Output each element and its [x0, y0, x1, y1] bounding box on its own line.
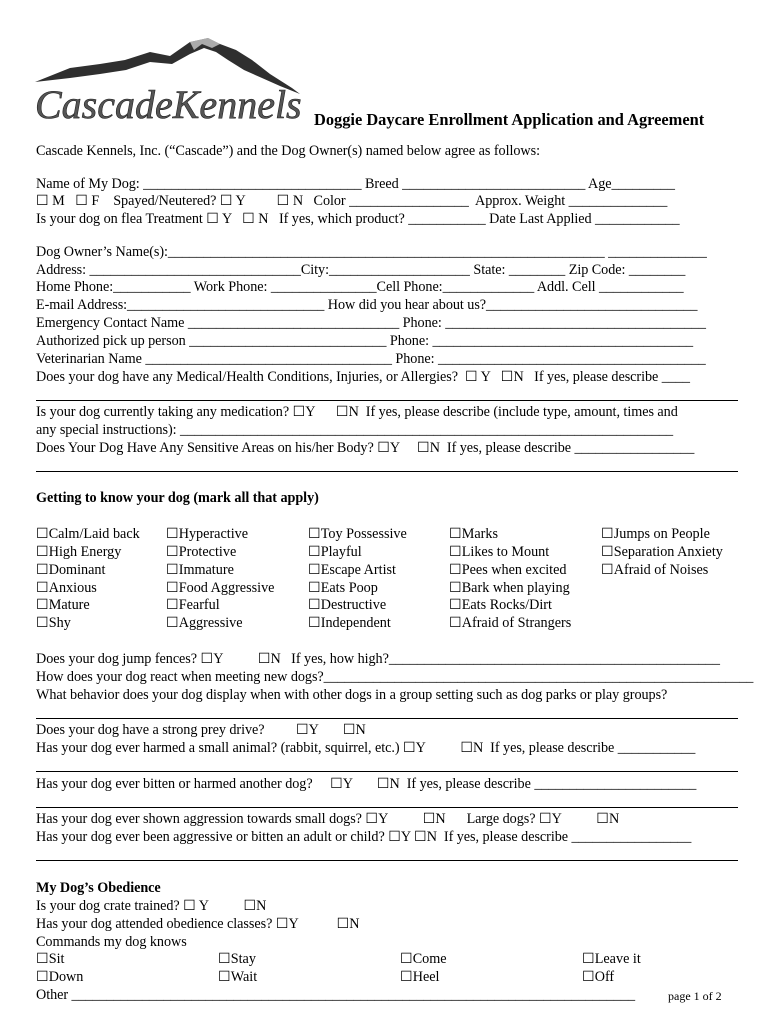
trait-checkbox[interactable]: ☐Afraid of Strangers — [449, 615, 572, 631]
trait-checkbox[interactable]: ☐Playful — [308, 544, 362, 560]
command-checkbox[interactable]: ☐Leave it — [582, 951, 641, 967]
obedience-heading: My Dog’s Obedience — [36, 880, 161, 896]
page-number: page 1 of 2 — [668, 989, 722, 1003]
trait-checkbox[interactable]: ☐Aggressive — [166, 615, 243, 631]
trait-checkbox[interactable]: ☐Immature — [166, 562, 234, 578]
dog-sex-spayed-color-line[interactable]: ☐ M ☐ F Spayed/Neutered? ☐ Y ☐ N Color _________________ Approx. Weight ______________ — [36, 193, 668, 209]
answer-rule[interactable] — [36, 400, 738, 401]
email-line[interactable]: E-mail Address:____________________________ How did you hear about us?______________________________ — [36, 297, 698, 313]
obedience-classes-line[interactable]: Has your dog attended obedience classes? ☐Y ☐N — [36, 916, 360, 932]
trait-checkbox[interactable]: ☐Eats Poop — [308, 580, 378, 596]
trait-checkbox[interactable]: ☐Escape Artist — [308, 562, 396, 578]
sensitive-areas-line[interactable]: Does Your Dog Have Any Sensitive Areas on his/her Body? ☐Y ☐N If yes, please describe _________________ — [36, 440, 695, 456]
trait-checkbox[interactable]: ☐Afraid of Noises — [601, 562, 709, 578]
answer-rule[interactable] — [36, 471, 738, 472]
trait-checkbox[interactable]: ☐Anxious — [36, 580, 97, 596]
address-line[interactable]: Address: ______________________________City:____________________ State: ________ Zip Code: ________ — [36, 262, 686, 278]
trait-checkbox[interactable]: ☐Fearful — [166, 597, 220, 613]
medication-line[interactable]: Is your dog currently taking any medication? ☐Y ☐N If yes, please describe (include type, amount, times and — [36, 404, 678, 420]
page-title: Doggie Daycare Enrollment Application and Agreement — [314, 110, 705, 129]
other-commands-line[interactable]: Other ________________________________________________________________________________ — [36, 987, 636, 1003]
trait-checkbox[interactable]: ☐Bark when playing — [449, 580, 570, 596]
commands-label: Commands my dog knows — [36, 934, 187, 950]
trait-checkbox[interactable]: ☐Eats Rocks/Dirt — [449, 597, 552, 613]
command-checkbox[interactable]: ☐Sit — [36, 951, 65, 967]
command-checkbox[interactable]: ☐Off — [582, 969, 615, 985]
trait-checkbox[interactable]: ☐Destructive — [308, 597, 387, 613]
getting-to-know-heading: Getting to know your dog (mark all that apply) — [36, 490, 319, 506]
trait-checkbox[interactable]: ☐High Energy — [36, 544, 122, 560]
trait-checkbox[interactable]: ☐Hyperactive — [166, 526, 249, 542]
medical-conditions-line[interactable]: Does your dog have any Medical/Health Conditions, Injuries, or Allergies? ☐ Y ☐N If yes, please describe ____ — [36, 369, 690, 385]
trait-checkbox[interactable]: ☐Calm/Laid back — [36, 526, 140, 542]
answer-rule[interactable] — [36, 771, 738, 772]
answer-rule[interactable] — [36, 718, 738, 719]
harmed-small-animal-line[interactable]: Has your dog ever harmed a small animal? (rabbit, squirrel, etc.) ☐Y ☐N If yes, please describe ___________ — [36, 740, 696, 756]
answer-rule[interactable] — [36, 860, 738, 861]
trait-checkbox[interactable]: ☐Food Aggressive — [166, 580, 275, 596]
veterinarian-line[interactable]: Veterinarian Name ___________________________________ Phone: ______________________________________ — [36, 351, 706, 367]
trait-checkbox[interactable]: ☐Mature — [36, 597, 90, 613]
trait-checkbox[interactable]: ☐Toy Possessive — [308, 526, 407, 542]
trait-checkbox[interactable]: ☐Independent — [308, 615, 391, 631]
intro-text: Cascade Kennels, Inc. (“Cascade”) and the Dog Owner(s) named below agree as follows: — [36, 143, 540, 159]
answer-rule[interactable] — [36, 807, 738, 808]
trait-checkbox[interactable]: ☐Shy — [36, 615, 71, 631]
trait-checkbox[interactable]: ☐Protective — [166, 544, 237, 560]
pickup-person-line[interactable]: Authorized pick up person ____________________________ Phone: _____________________________________ — [36, 333, 694, 349]
trait-checkbox[interactable]: ☐Pees when excited — [449, 562, 567, 578]
logo-text: CascadeKennels — [35, 82, 302, 127]
command-checkbox[interactable]: ☐Come — [400, 951, 447, 967]
mountain-logo-graphic — [30, 30, 305, 130]
trait-checkbox[interactable]: ☐Jumps on People — [601, 526, 710, 542]
crate-trained-line[interactable]: Is your dog crate trained? ☐ Y ☐N — [36, 898, 267, 914]
bitten-dog-line[interactable]: Has your dog ever bitten or harmed another dog? ☐Y ☐N If yes, please describe _______________________ — [36, 776, 697, 792]
meeting-new-dogs-line[interactable]: How does your dog react when meeting new dogs?_____________________________________________________________ — [36, 669, 754, 685]
command-checkbox[interactable]: ☐Stay — [218, 951, 256, 967]
owner-name-line[interactable]: Dog Owner’s Name(s):______________________________________________________________ ______________ — [36, 244, 707, 260]
command-checkbox[interactable]: ☐Heel — [400, 969, 440, 985]
special-instructions-line[interactable]: any special instructions): ______________________________________________________________________ — [36, 422, 674, 438]
flea-treatment-line[interactable]: Is your dog on flea Treatment ☐ Y ☐ N If yes, which product? ___________ Date Last Applied ____________ — [36, 211, 680, 227]
trait-checkbox[interactable]: ☐Dominant — [36, 562, 106, 578]
emergency-contact-line[interactable]: Emergency Contact Name ______________________________ Phone: _____________________________________ — [36, 315, 706, 331]
aggression-people-line[interactable]: Has your dog ever been aggressive or bitten an adult or child? ☐Y ☐N If yes, please describe _________________ — [36, 829, 692, 845]
trait-checkbox[interactable]: ☐Likes to Mount — [449, 544, 550, 560]
phones-line[interactable]: Home Phone:___________ Work Phone: _______________Cell Phone:_____________ Addl. Cell ____________ — [36, 279, 684, 295]
trait-checkbox[interactable]: ☐Marks — [449, 526, 498, 542]
command-checkbox[interactable]: ☐Down — [36, 969, 84, 985]
trait-checkbox[interactable]: ☐Separation Anxiety — [601, 544, 723, 560]
jump-fences-line[interactable]: Does your dog jump fences? ☐Y ☐N If yes, how high?_______________________________________________ — [36, 651, 720, 667]
command-checkbox[interactable]: ☐Wait — [218, 969, 258, 985]
cascade-kennels-logo — [30, 30, 305, 135]
dog-name-breed-age-line[interactable]: Name of My Dog: _______________________________ Breed __________________________ Age_________ — [36, 176, 675, 192]
group-behavior-line: What behavior does your dog display when with other dogs in a group setting such as dog parks or play groups? — [36, 687, 668, 703]
prey-drive-line[interactable]: Does your dog have a strong prey drive? ☐Y ☐N — [36, 722, 366, 738]
aggression-dogs-line[interactable]: Has your dog ever shown aggression towards small dogs? ☐Y ☐N Large dogs? ☐Y ☐N — [36, 811, 620, 827]
